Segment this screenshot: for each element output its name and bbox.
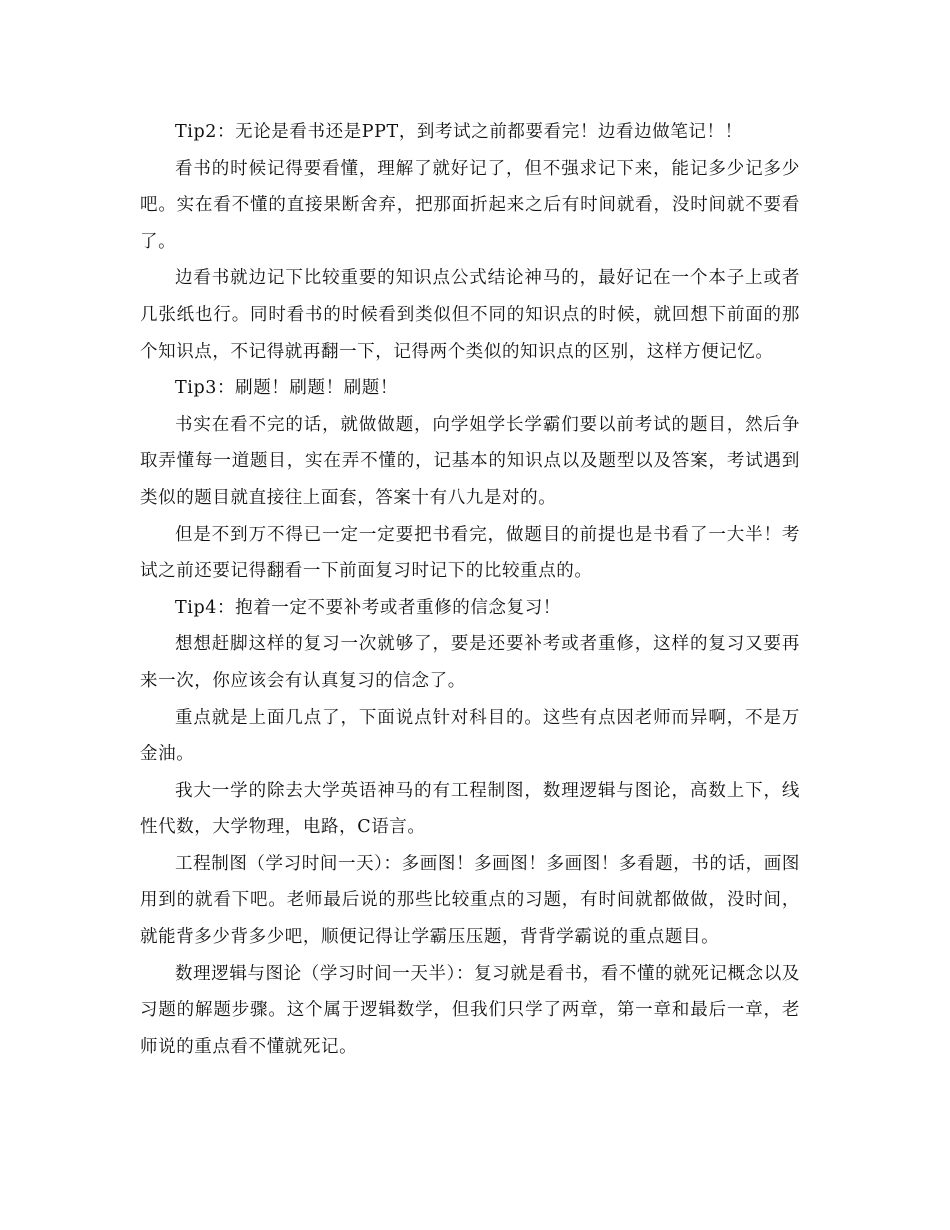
document-body (140, 114, 800, 1065)
paragraph: 边看书就边记下比较重要的知识点公式结论神马的，最好记在一个本子上或者几张纸也行。同时看书的时候看到类似但不同的知识点的时候，就回想下前面的那个知识点，不记得就再翻一下，记得两个类似的知识点的区别，这样方便记忆。 (140, 268, 800, 362)
paragraph: 想想赶脚这样的复习一次就够了，要是还要补考或者重修，这样的复习又要再来一次，你应该会有认真复习的信念了。 (140, 634, 800, 691)
paragraph-tip4-heading: Tip4：抱着一定不要补考或者重修的信念复习！ (175, 597, 561, 618)
paragraph: 我大一学的除去大学英语神马的有工程制图，数理逻辑与图论，高数上下，线性代数，大学物理，电路，C语言。 (140, 780, 800, 838)
paragraph-tip2-heading: Tip2：无论是看书还是PPT，到考试之前都要看完！边看边做笔记！！ (175, 122, 743, 142)
paragraph: 看书的时候记得要看懂，理解了就好记了，但不强求记下来，能记多少记多少吧。实在看不懂的直接果断舍弃，把那面折起来之后有时间就看，没时间就不要看了。 (140, 158, 800, 252)
paragraph-engineering-drawing: 工程制图（学习时间一天）：多画图！多画图！多画图！多看题，书的话，画图用到的就看下吧。老师最后说的那些比较重点的习题，有时间就都做做，没时间，就能背多少背多少吧，顺便记得让学霸压压题，背背学霸说的重点题目。 (140, 853, 800, 948)
paragraph-tip3-heading: Tip3：刷题！刷题！刷题！ (175, 378, 399, 399)
paragraph-discrete-math: 数理逻辑与图论（学习时间一天半）：复习就是看书，看不懂的就死记概念以及习题的解题步骤。这个属于逻辑数学，但我们只学了两章，第一章和最后一章，老师说的重点看不懂就死记。 (140, 963, 800, 1057)
paragraph: 重点就是上面几点了，下面说点针对科目的。这些有点因老师而异啊，不是万金油。 (140, 707, 800, 765)
paragraph: 但是不到万不得已一定一定要把书看完，做题目的前提也是书看了一大半！考试之前还要记得翻看一下前面复习时记下的比较重点的。 (140, 524, 800, 582)
paragraph: 书实在看不完的话，就做做题，向学姐学长学霸们要以前考试的题目，然后争取弄懂每一道题目，实在弄不懂的，记基本的知识点以及题型以及答案，考试遇到类似的题目就直接往上面套，答案十有八九是对的。 (140, 414, 800, 508)
